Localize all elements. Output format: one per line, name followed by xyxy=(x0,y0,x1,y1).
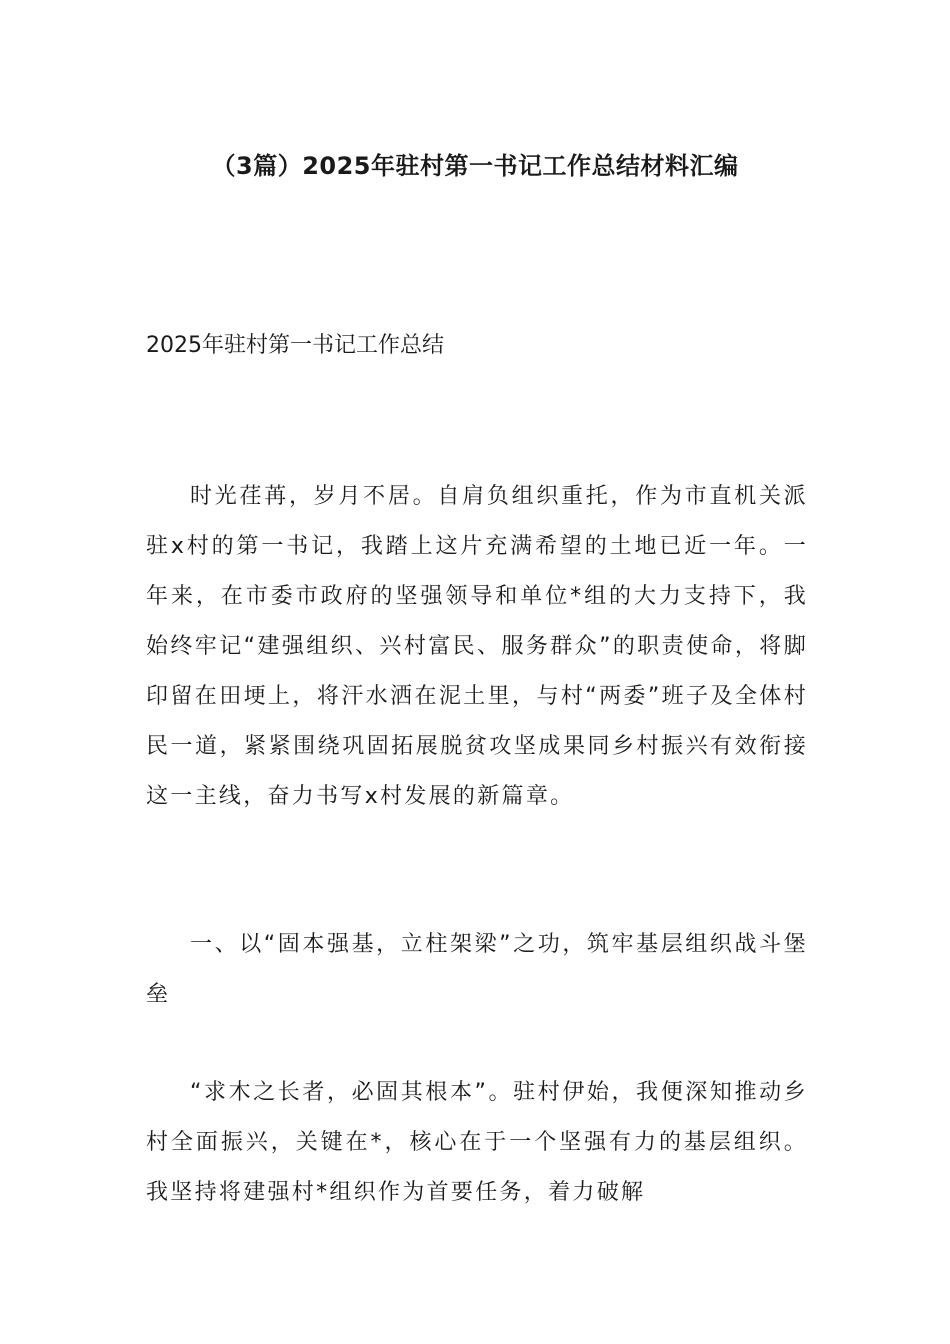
document-title: （3篇）2025年驻村第一书记工作总结材料汇编 xyxy=(211,152,739,180)
paragraph-section-1: “求木之长者，必固其根本”。驻村伊始，我便深知推动乡村全面振兴，关键在*，核心在于一个坚强有力的基层组织。我坚持将建强村*组织作为首要任务，着力破解 xyxy=(146,1080,808,1205)
paragraph-intro: 时光荏苒，岁月不居。自肩负组织重托，作为市直机关派驻x村的第一书记，我踏上这片充满希望的土地已近一年。一年来，在市委市政府的坚强领导和单位*组的大力支持下，我始终牢记“建强组织、兴村富民、服务群众”的职责使命，将脚印留在田埂上，将汗水洒在泥土里，与村“两委”班子及全体村民一道，紧紧围绕巩固拓展脱贫攻坚成果同乡村振兴有效衔接这一主线，奋力书写x村发展的新篇章。 xyxy=(146,484,808,809)
section-heading-1: 一、以“固本强基，立柱架梁”之功，筑牢基层组织战斗堡垒 xyxy=(146,932,808,1007)
document-subtitle: 2025年驻村第一书记工作总结 xyxy=(146,333,444,358)
